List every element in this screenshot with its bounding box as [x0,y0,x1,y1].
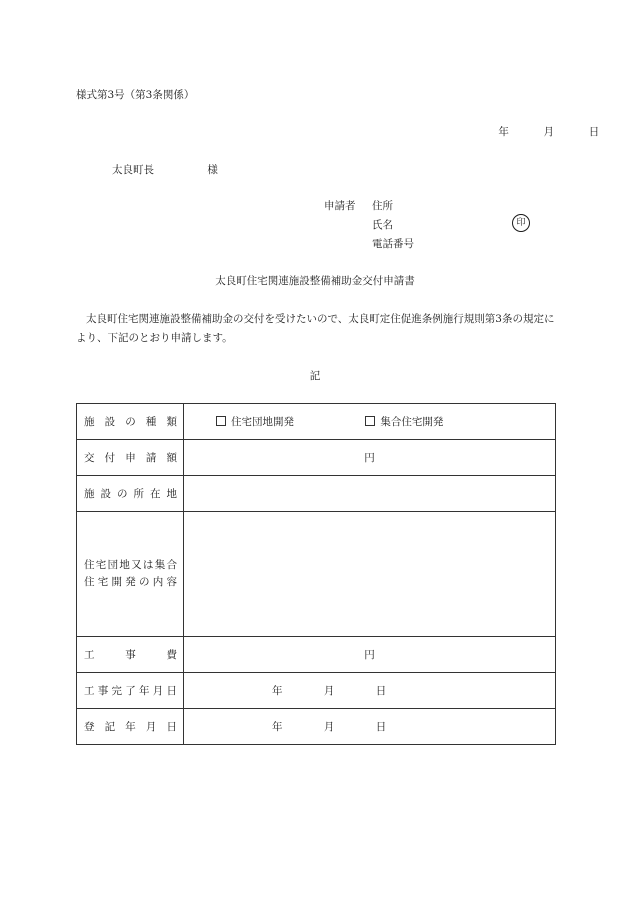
addressee [112,162,218,177]
option-collective-housing-label: 集合住宅開発 [380,416,444,428]
grant-amount-unit: 円 [364,452,375,464]
development-content-label-line2: 住宅開発の内容 [84,576,177,588]
registration-date-field[interactable] [184,709,556,745]
applicant-name-label: 氏名 [372,219,393,231]
table-row-registration-date [77,709,556,745]
construction-cost-label: 工事費 [77,637,184,673]
checkbox-icon[interactable] [216,416,226,426]
table-row-grant-amount [77,440,556,476]
development-content-label [77,512,184,637]
date-month-label: 月 [543,126,555,138]
facility-type-options [184,404,556,440]
completion-date-field[interactable] [184,673,556,709]
table-row-construction-cost [77,637,556,673]
applicant-phone-label: 電話番号 [372,238,414,250]
document-title: 太良町住宅関連施設整備補助金交付申請書 [215,275,415,287]
registration-date-label: 登記年月日 [77,709,184,745]
development-content-field[interactable] [184,512,556,637]
option-collective-housing[interactable] [365,414,443,429]
table-row-completion-date [77,673,556,709]
table-row-facility-location [77,476,556,512]
registration-year: 年 [272,721,283,733]
checkbox-icon[interactable] [365,416,375,426]
completion-month: 月 [323,685,335,697]
facility-location-field[interactable] [184,476,556,512]
applicant-label: 申請者 [324,200,356,212]
completion-day: 日 [375,685,387,697]
ki-heading: 記 [309,370,321,382]
construction-cost-unit: 円 [364,649,375,661]
table-row-development-content [77,512,556,637]
body-paragraph: 太良町住宅関連施設整備補助金の交付を受けたいので、太良町定住促進条例施行規則第3条の規定により、下記のとおり申請します。 [76,313,555,344]
addressee-honorific: 様 [207,164,218,176]
option-housing-estate[interactable] [216,414,294,429]
application-date [467,124,599,139]
applicant-address-label: 住所 [372,200,393,212]
completion-year: 年 [272,685,283,697]
table-row-facility-type [77,404,556,440]
facility-location-label: 施設の所在地 [77,476,184,512]
form-number: 様式第3号（第3条関係） [76,89,195,101]
registration-month: 月 [323,721,335,733]
facility-type-label: 施設の種類 [77,404,184,440]
registration-day: 日 [375,721,387,733]
development-content-label-line1: 住宅団地又は集合 [84,559,177,571]
construction-cost-field[interactable] [184,637,556,673]
addressee-name: 太良町長 [112,164,154,176]
detail-table [76,403,556,745]
option-housing-estate-label: 住宅団地開発 [231,416,294,428]
date-day-label: 日 [588,126,600,138]
completion-date-label: 工事完了年月日 [77,673,184,709]
seal-icon: 印 [512,214,530,232]
grant-amount-field[interactable] [184,440,556,476]
grant-amount-label: 交付申請額 [77,440,184,476]
date-year-label: 年 [498,126,509,138]
